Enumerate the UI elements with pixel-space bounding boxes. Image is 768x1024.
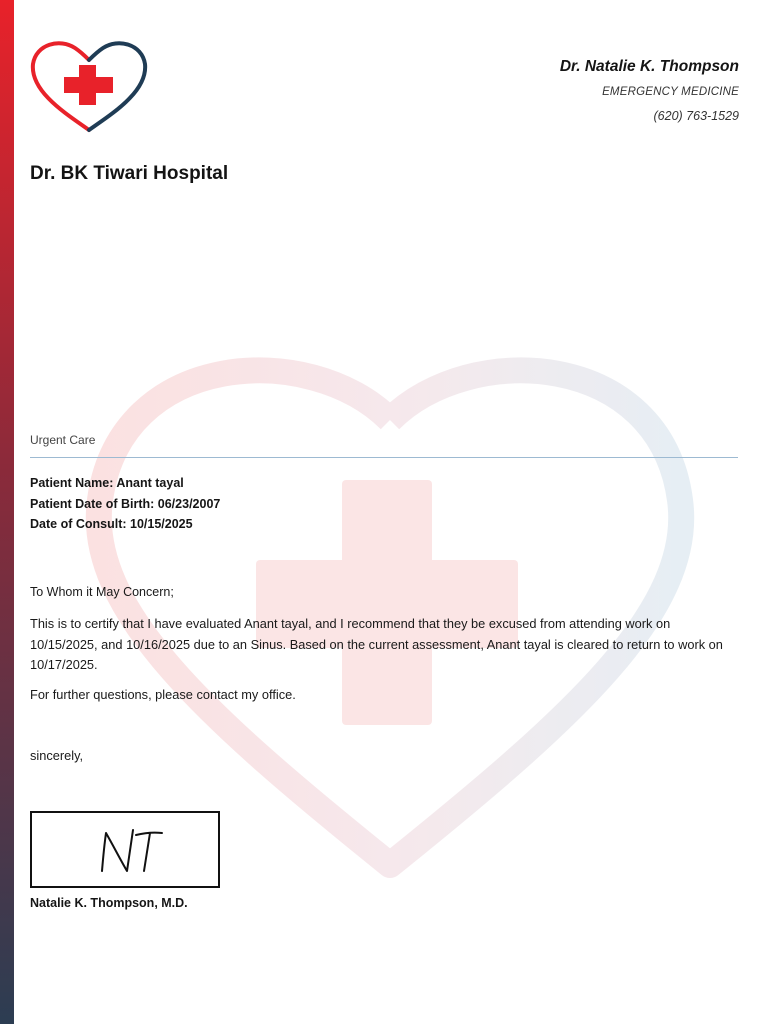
letter-closing: sincerely, xyxy=(30,748,84,763)
signature-initials xyxy=(32,813,218,886)
patient-name: Patient Name: Anant tayal xyxy=(30,476,184,490)
signer-name: Natalie K. Thompson, M.D. xyxy=(30,896,188,910)
patient-info xyxy=(30,473,220,535)
department-label: Urgent Care xyxy=(30,433,96,447)
doctor-specialty: EMERGENCY MEDICINE xyxy=(602,86,739,98)
patient-dob: Patient Date of Birth: 06/23/2007 xyxy=(30,496,221,511)
letter-greeting: To Whom it May Concern; xyxy=(30,585,174,599)
heart-cross-icon xyxy=(28,40,150,134)
consult-date: Date of Consult: 10/15/2025 xyxy=(30,517,193,531)
doctor-name: Dr. Natalie K. Thompson xyxy=(559,58,739,75)
signature-box xyxy=(30,811,220,888)
doctor-phone: (620) 763-1529 xyxy=(653,109,739,123)
hospital-name: Dr. BK Tiwari Hospital xyxy=(30,163,229,184)
letter-body: This is to certify that I have evaluated Anant tayal, and I recommend that they be excused from attending work on 10/15/2025, and 10/16/2025 due to an Sinus. Based on the current assessment, Anant tayal is cleared to return to work on 10/17/2025. xyxy=(30,616,723,672)
accent-bar xyxy=(0,0,14,1024)
contact-note: For further questions, please contact my office. xyxy=(30,687,296,702)
divider xyxy=(30,457,738,458)
